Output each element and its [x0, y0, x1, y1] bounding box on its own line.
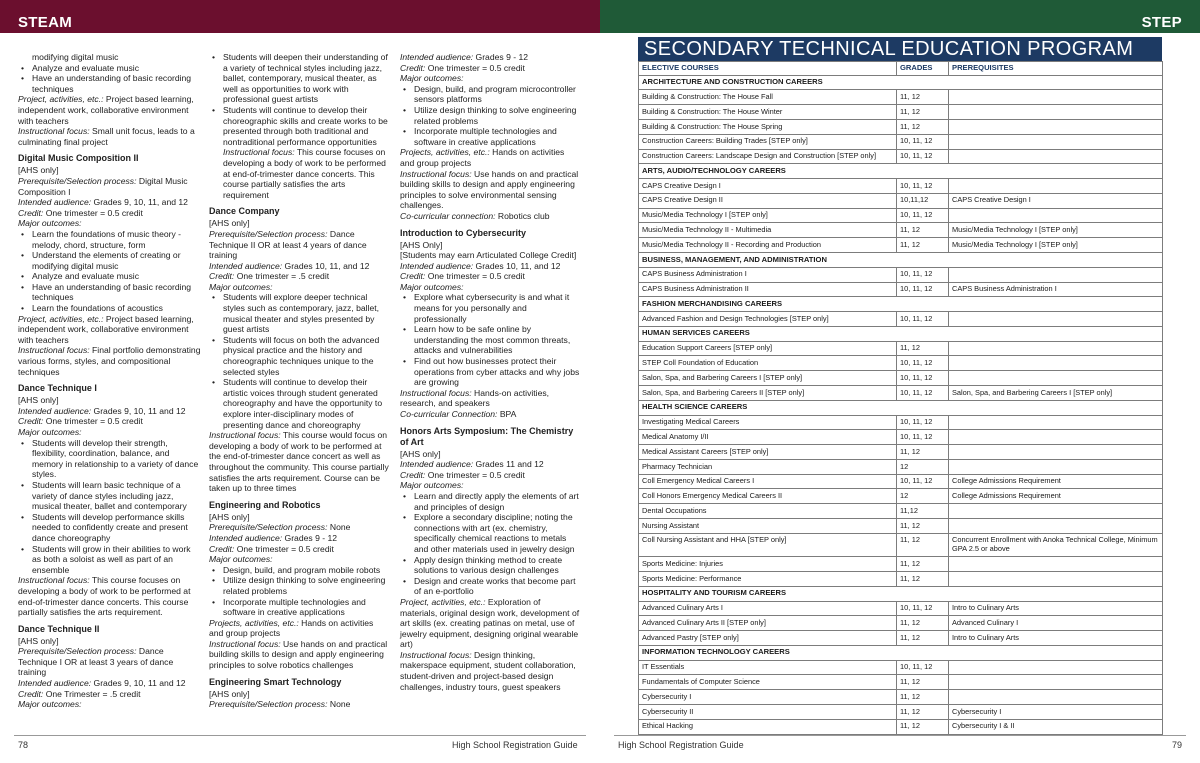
table-row [639, 504, 1163, 519]
cell-grades: 11, 12 [897, 675, 949, 690]
course-title-engineering-robotics: Engineering and Robotics [209, 499, 321, 510]
cell-grades: 10, 11, 12 [897, 660, 949, 675]
cell-grades: 11, 12 [897, 105, 949, 120]
list-item: • Incorporate multiple technologies and software in creative applications [400, 126, 580, 147]
course-projects: Projects, activities, etc.: Hands on activities and group projects [400, 147, 565, 168]
program-table [638, 61, 1163, 735]
table-row [639, 238, 1163, 253]
cell-course: Investigating Medical Careers [639, 415, 897, 430]
cell-course: Music/Media Technology II - Multimedia [639, 223, 897, 238]
table-row [639, 134, 1163, 149]
course-school: [AHS only] [18, 165, 59, 176]
cell-prereq [949, 90, 1163, 105]
cell-course: Coll Honors Emergency Medical Careers II [639, 489, 897, 504]
cell-prereq: College Admissions Requirement [949, 474, 1163, 489]
course-audience: Intended audience: Grades 9, 10, 11, and 12 [18, 197, 188, 208]
cell-course: Medical Assistant Careers [STEP only] [639, 445, 897, 460]
course-focus: Instructional focus: This course focuses on developing a body of work to be performed at end-of-trimester dance concerts. This course partially satisfies the arts requirement. [18, 575, 191, 618]
course-prereq: Prerequisite/Selection process: Dance Technique II OR at least 4 years of dance training [209, 228, 367, 261]
cell-prereq [949, 660, 1163, 675]
table-row [639, 356, 1163, 371]
cell-grades: 10, 11, 12 [897, 601, 949, 616]
table-row [639, 267, 1163, 282]
cell-grades: 11,12 [897, 504, 949, 519]
course-credit: Credit: One trimester = .5 credit [209, 271, 330, 282]
cell-grades: 11, 12 [897, 90, 949, 105]
table-row [639, 179, 1163, 194]
cell-course: Salon, Spa, and Barbering Careers I [STEP only] [639, 371, 897, 386]
course-projects: Projects, activities, etc.: Hands on activities and group projects [209, 617, 374, 639]
intro-focus: Instructional focus: Small unit focus, leads to a culminating final project [18, 126, 195, 147]
list-item: • Students will develop their strength, flexibility, coordination, balance, and memory in relationship to a variety of dance styles. [18, 438, 201, 480]
course-school: [AHS Only] [400, 239, 443, 250]
course-credit: Credit: One Trimester = .5 credit [18, 688, 141, 699]
cell-prereq [949, 519, 1163, 534]
list-item: • Find out how businesses protect their operations from cyber attacks and why jobs are growing [400, 356, 580, 388]
cell-grades: 11, 12 [897, 519, 949, 534]
course-prereq: Prerequisite/Selection process: None [209, 522, 351, 533]
course-prereq: Prerequisite/Selection process: None [209, 699, 351, 710]
cell-prereq [949, 179, 1163, 194]
course-credit: Credit: One trimester = 0.5 credit [18, 416, 143, 427]
list-item: • Incorporate multiple technologies and software in creative applications [209, 597, 389, 618]
course-school: [AHS only] [209, 688, 250, 699]
cell-prereq [949, 430, 1163, 445]
cell-grades: 10, 11, 12 [897, 474, 949, 489]
course-focus: Instructional focus: Use hands on and practical building skills to design and apply engineering principles to solve environmental sensing challenges. [400, 168, 579, 211]
course-school: [AHS only] [209, 218, 250, 229]
cell-course: Advanced Fashion and Design Technologies [STEP only] [639, 312, 897, 327]
course-audience: Intended audience: Grades 9, 10, 11 and 12 [18, 405, 186, 416]
outcomes-label: Major outcomes: [400, 281, 464, 292]
course-title-dance-company: Dance Company [209, 206, 280, 217]
list-item: • Utilize design thinking to solve engineering related problems [209, 575, 389, 596]
cell-course: Coll Nursing Assistant and HHA [STEP only] [639, 533, 897, 556]
table-row [639, 430, 1163, 445]
footer-guide-title: High School Registration Guide [618, 740, 744, 750]
cell-grades: 10, 11, 12 [897, 356, 949, 371]
left-column-3 [400, 52, 580, 692]
cell-grades: 10, 11, 12 [897, 267, 949, 282]
footer-divider [14, 735, 586, 736]
list-item: • Apply design thinking method to create solutions to various design challenges [400, 555, 580, 576]
step-header-band [600, 0, 1200, 33]
cell-grades: 10, 11, 12 [897, 371, 949, 386]
course-focus: Instructional focus: Final portfolio demonstrating various forms, styles, and compositional techniques [18, 345, 201, 377]
course-school: [AHS only] [18, 395, 59, 406]
steam-header-band [0, 0, 600, 33]
column-header: GRADES [897, 62, 949, 76]
category-label: HOSPITALITY AND TOURISM CAREERS [639, 586, 1163, 601]
cell-course: Nursing Assistant [639, 519, 897, 534]
cell-grades: 10, 11, 12 [897, 149, 949, 164]
category-row [639, 326, 1163, 341]
list-item: • Design and create works that become part of an e-portfolio [400, 576, 580, 597]
table-row [639, 193, 1163, 208]
course-projects: Project, activities, etc.: Exploration of materials, original design work, development of art skills (ex. creating patinas on metal, use of jewelry equipment, designing original wearable art) [400, 596, 580, 650]
course-prereq: Prerequisite/Selection process: Dance Technique I OR at least 3 years of dance training [18, 646, 174, 678]
outcomes-label: Major outcomes: [400, 480, 464, 491]
cell-course: Coll Emergency Medical Careers I [639, 474, 897, 489]
cell-course: Construction Careers: Building Trades [STEP only] [639, 134, 897, 149]
course-credit: Credit: One trimester = 0.5 credit [18, 207, 143, 218]
cell-prereq: CAPS Business Administration I [949, 282, 1163, 297]
cell-grades: 10, 11, 12 [897, 312, 949, 327]
cell-grades: 11, 12 [897, 445, 949, 460]
cell-prereq [949, 149, 1163, 164]
list-item: • Students will continue to develop their choreographic skills and create works to be presented through both traditional and nontraditional performance opportunities [209, 105, 389, 147]
list-item: • Learn and directly apply the elements of art and principles of design [400, 491, 580, 512]
cell-course: IT Essentials [639, 660, 897, 675]
intro-projects: Project, activities, etc.: Project based learning, independent work, collaborative environment with teachers [18, 94, 194, 126]
course-credit: Credit: One trimester = 0.5 credit [400, 271, 525, 282]
list-item: • Have an understanding of basic recording techniques [18, 73, 201, 94]
list-item: • Students will grow in their abilities to work as both a soloist as well as part of an ensemble [18, 544, 201, 576]
list-item: • Design, build, and program microcontroller sensors platforms [400, 84, 580, 105]
cell-prereq [949, 557, 1163, 572]
table-row [639, 312, 1163, 327]
course-title-dance-technique-1: Dance Technique I [18, 383, 97, 394]
cell-prereq [949, 134, 1163, 149]
cell-course: Cybersecurity II [639, 705, 897, 720]
bullet-continuation: modifying digital music [32, 52, 119, 62]
course-title-dance-technique-2: Dance Technique II [18, 623, 100, 634]
outcome-list [209, 52, 389, 147]
table-row [639, 705, 1163, 720]
list-item: • Students will explore deeper technical styles such as contemporary, jazz, ballet, musical theater and styles presented by guest artists [209, 292, 389, 334]
cell-grades: 10, 11, 12 [897, 386, 949, 401]
cell-course: CAPS Business Administration I [639, 267, 897, 282]
course-audience: Intended audience: Grades 10, 11, and 12 [400, 260, 561, 271]
cell-course: Cybersecurity I [639, 690, 897, 705]
cell-prereq [949, 312, 1163, 327]
table-row [639, 616, 1163, 631]
cell-course: CAPS Creative Design I [639, 179, 897, 194]
table-row [639, 459, 1163, 474]
list-item: • Students will focus on both the advanced physical practice and the history and choreographic techniques unique to the selected styles [209, 335, 389, 377]
cell-grades: 11, 12 [897, 119, 949, 134]
course-audience: Intended audience: Grades 9, 10, 11 and 12 [18, 678, 186, 689]
cell-prereq: Cybersecurity I & II [949, 719, 1163, 734]
course-school: [AHS only] [209, 511, 250, 522]
table-row [639, 675, 1163, 690]
cell-prereq [949, 675, 1163, 690]
column-header: PREREQUISITES [949, 62, 1163, 76]
cell-prereq [949, 119, 1163, 134]
cell-prereq [949, 415, 1163, 430]
course-focus: Instructional focus: Use hands on and practical building skills to design and apply engineering principles to solve robotics challenges [209, 638, 388, 671]
cell-prereq: Concurrent Enrollment with Anoka Technical College, Minimum GPA 2.5 or above [949, 533, 1163, 556]
outcomes-label: Major outcomes: [209, 281, 273, 292]
cell-prereq [949, 267, 1163, 282]
cell-course: Pharmacy Technician [639, 459, 897, 474]
course-cocurricular: Co-curricular connection: Robotics club [400, 210, 550, 221]
cell-grades: 10, 11, 12 [897, 179, 949, 194]
table-row [639, 601, 1163, 616]
outcome-list [209, 292, 389, 430]
cell-grades: 10, 11, 12 [897, 415, 949, 430]
cell-grades: 11, 12 [897, 533, 949, 556]
course-title-digital-music-composition-2: Digital Music Composition II [18, 153, 139, 164]
cell-course: Building & Construction: The House Fall [639, 90, 897, 105]
outcomes-label: Major outcomes: [209, 554, 273, 565]
list-item: • Understand the elements of creating or modifying digital music [18, 250, 201, 271]
course-credit: Credit: One trimester = 0.5 credit [400, 469, 525, 480]
cell-course: Building & Construction: The House Spring [639, 119, 897, 134]
cell-course: Construction Careers: Landscape Design and Construction [STEP only] [639, 149, 897, 164]
cell-grades: 11, 12 [897, 631, 949, 646]
list-item: • Explore what cybersecurity is and what it means for you personally and professionally [400, 292, 580, 324]
cell-grades: 12 [897, 459, 949, 474]
table-row [639, 690, 1163, 705]
cell-grades: 10,11,12 [897, 193, 949, 208]
course-projects: Project, activities, etc.: Project based learning, independent work, collaborative environment with teachers [18, 313, 194, 345]
step-header-title: STEP [1141, 14, 1182, 31]
cell-grades: 11, 12 [897, 719, 949, 734]
cell-prereq [949, 208, 1163, 223]
cell-prereq: Music/Media Technology I [STEP only] [949, 223, 1163, 238]
course-focus: Instructional focus: This course would focus on developing a body of work to be performed at the end-of-trimester dance concert as well as throughout the community. This course partially satisfies the arts requirement. Course can be taken up to three times [209, 430, 389, 494]
cell-prereq: Cybersecurity I [949, 705, 1163, 720]
cell-grades: 10, 11, 12 [897, 208, 949, 223]
cell-course: Advanced Pastry [STEP only] [639, 631, 897, 646]
column-header: ELECTIVE COURSES [639, 62, 897, 76]
cell-grades: 11, 12 [897, 690, 949, 705]
page-number-right: 79 [1172, 740, 1183, 750]
table-header-row [639, 62, 1163, 76]
category-row [639, 586, 1163, 601]
cell-course: Music/Media Technology II - Recording and Production [639, 238, 897, 253]
program-title: SECONDARY TECHNICAL EDUCATION PROGRAM [638, 37, 1162, 61]
cell-prereq [949, 445, 1163, 460]
table-row [639, 282, 1163, 297]
secondary-technical-program [638, 37, 1162, 735]
table-row [639, 557, 1163, 572]
outcome-list [400, 491, 580, 597]
course-audience: Intended audience: Grades 9 - 12 [209, 532, 338, 543]
outcomes-label: Major outcomes: [18, 699, 82, 710]
cell-grades: 11, 12 [897, 557, 949, 572]
cell-grades: 11, 12 [897, 223, 949, 238]
cell-grades: 11, 12 [897, 341, 949, 356]
category-row [639, 75, 1163, 90]
table-row [639, 386, 1163, 401]
table-row [639, 519, 1163, 534]
cell-grades: 10, 11, 12 [897, 134, 949, 149]
list-item: • Students will develop performance skills needed to confidently create and present dance choreography [18, 512, 201, 544]
course-audience: Intended audience: Grades 9 - 12 [400, 52, 529, 62]
category-label: HEALTH SCIENCE CAREERS [639, 400, 1163, 415]
cell-grades: 12 [897, 489, 949, 504]
outcomes-label: Major outcomes: [18, 218, 82, 229]
cell-course: Sports Medicine: Injuries [639, 557, 897, 572]
cell-prereq: Music/Media Technology I [STEP only] [949, 238, 1163, 253]
cell-course: CAPS Creative Design II [639, 193, 897, 208]
cell-course: Medical Anatomy I/II [639, 430, 897, 445]
cell-prereq: Intro to Culinary Arts [949, 601, 1163, 616]
footer-divider [614, 735, 1186, 736]
cell-course: Education Support Careers [STEP only] [639, 341, 897, 356]
cell-course: Advanced Culinary Arts I [639, 601, 897, 616]
table-row [639, 719, 1163, 734]
cell-prereq [949, 105, 1163, 120]
cell-course: STEP Coll Foundation of Education [639, 356, 897, 371]
course-school: [AHS only] [400, 448, 441, 459]
cell-prereq [949, 459, 1163, 474]
cell-course: Building & Construction: The House Winter [639, 105, 897, 120]
table-row [639, 90, 1163, 105]
course-school: [AHS only] [18, 635, 59, 646]
cell-grades: 11, 12 [897, 705, 949, 720]
cell-course: CAPS Business Administration II [639, 282, 897, 297]
list-item: • Students will deepen their understanding of a variety of technical styles including jazz, ballet, contemporary, musical theater, as well as opportunities to work with professional guest artists [209, 52, 389, 105]
category-row [639, 297, 1163, 312]
course-audience: Intended audience: Grades 10, 11, and 12 [209, 260, 370, 271]
cell-course: Music/Media Technology I [STEP only] [639, 208, 897, 223]
cell-course: Sports Medicine: Performance [639, 571, 897, 586]
cell-course: Fundamentals of Computer Science [639, 675, 897, 690]
cell-grades: 10, 11, 12 [897, 282, 949, 297]
outcome-list [400, 84, 580, 148]
course-focus: Instructional focus: This course focuses on developing a body of work to be performed at end-of-trimester dance concerts. This course partially satisfies the arts requirement [223, 147, 386, 200]
category-row [639, 164, 1163, 179]
course-prereq: Prerequisite/Selection process: Digital Music Composition I [18, 175, 188, 197]
course-title-engineering-smart-technology: Engineering Smart Technology [209, 676, 342, 687]
category-label: BUSINESS, MANAGEMENT, AND ADMINISTRATION [639, 252, 1163, 267]
outcome-list [400, 292, 580, 387]
steam-header-title: STEAM [18, 14, 72, 31]
table-row [639, 149, 1163, 164]
cell-grades: 11, 12 [897, 238, 949, 253]
table-row [639, 445, 1163, 460]
cell-prereq: Salon, Spa, and Barbering Careers I [STEP only] [949, 386, 1163, 401]
category-label: INFORMATION TECHNOLOGY CAREERS [639, 645, 1163, 660]
course-audience: Intended audience: Grades 11 and 12 [400, 459, 544, 470]
cell-prereq [949, 571, 1163, 586]
outcomes-label: Major outcomes: [18, 427, 82, 437]
intro-outcome-list [18, 63, 201, 95]
cell-grades: 11, 12 [897, 571, 949, 586]
list-item: • Design, build, and program mobile robots [209, 565, 389, 576]
table-row [639, 341, 1163, 356]
course-title-intro-cybersecurity: Introduction to Cybersecurity [400, 227, 527, 238]
table-row [639, 571, 1163, 586]
left-column-2 [209, 52, 389, 710]
outcome-list [209, 565, 389, 618]
table-row [639, 105, 1163, 120]
list-item: • Analyze and evaluate music [18, 63, 201, 74]
table-row [639, 223, 1163, 238]
course-articulated-credit: [Students may earn Articulated College Credit] [400, 250, 577, 261]
footer-guide-title: High School Registration Guide [452, 740, 578, 750]
cell-prereq: College Admissions Requirement [949, 489, 1163, 504]
list-item: • Utilize design thinking to solve engineering related problems [400, 105, 580, 126]
cell-prereq [949, 356, 1163, 371]
category-label: FASHION MERCHANDISING CAREERS [639, 297, 1163, 312]
list-item: • Have an understanding of basic recording techniques [18, 282, 201, 303]
cell-prereq: Intro to Culinary Arts [949, 631, 1163, 646]
category-label: ARCHITECTURE AND CONSTRUCTION CAREERS [639, 75, 1163, 90]
outcome-list [18, 229, 201, 314]
cell-prereq [949, 504, 1163, 519]
list-item: • Learn the foundations of music theory - melody, chord, structure, form [18, 229, 201, 250]
table-row [639, 660, 1163, 675]
table-row [639, 371, 1163, 386]
list-item: • Learn the foundations of acoustics [18, 303, 201, 314]
table-row [639, 119, 1163, 134]
list-item: • Analyze and evaluate music [18, 271, 201, 282]
category-row [639, 400, 1163, 415]
table-row [639, 415, 1163, 430]
outcomes-label: Major outcomes: [400, 73, 464, 84]
course-cocurricular: Co-curricular Connection: BPA [400, 409, 517, 419]
course-focus: Instructional focus: Design thinking, makerspace equipment, student collaboration, student-driven and project-based design challenges, industry tours, guest speakers [400, 649, 576, 692]
table-row [639, 489, 1163, 504]
left-column-1 [18, 52, 201, 710]
outcome-list [18, 438, 201, 576]
course-focus: Instructional focus: Hands-on activities, research, and speakers [400, 387, 550, 409]
table-row [639, 208, 1163, 223]
table-row [639, 474, 1163, 489]
cell-course: Dental Occupations [639, 504, 897, 519]
cell-course: Salon, Spa, and Barbering Careers II [STEP only] [639, 386, 897, 401]
cell-prereq [949, 371, 1163, 386]
cell-prereq: CAPS Creative Design I [949, 193, 1163, 208]
table-row [639, 533, 1163, 556]
course-credit: Credit: One trimester = 0.5 credit [209, 543, 334, 554]
cell-grades: 10, 11, 12 [897, 430, 949, 445]
cell-course: Ethical Hacking [639, 719, 897, 734]
page-number-left: 78 [18, 740, 29, 750]
list-item: • Explore a secondary discipline; noting the connections with art (ex. chemistry, specifically chemical reactions to metals and other materials used in jewelry design [400, 512, 580, 554]
list-item: • Learn how to be safe online by understanding the most common threats, attacks and vulnerabilities [400, 324, 580, 356]
category-label: HUMAN SERVICES CAREERS [639, 326, 1163, 341]
list-item: • Students will continue to develop their artistic voices through student generated choreography and have the opportunity to explore inter-disciplinary modes of presenting dance and choreography [209, 377, 389, 430]
cell-prereq: Advanced Culinary I [949, 616, 1163, 631]
cell-prereq [949, 690, 1163, 705]
cell-course: Advanced Culinary Arts II [STEP only] [639, 616, 897, 631]
cell-prereq [949, 341, 1163, 356]
cell-grades: 11, 12 [897, 616, 949, 631]
category-label: ARTS, AUDIO/TECHNOLOGY CAREERS [639, 164, 1163, 179]
category-row [639, 645, 1163, 660]
course-credit: Credit: One trimester = 0.5 credit [400, 62, 525, 73]
category-row [639, 252, 1163, 267]
course-title-chemistry-of-art: Honors Arts Symposium: The Chemistry of Art [400, 425, 574, 447]
list-item: • Students will learn basic technique of a variety of dance styles including jazz, musical theater, ballet and contemporary [18, 480, 201, 512]
table-row [639, 631, 1163, 646]
